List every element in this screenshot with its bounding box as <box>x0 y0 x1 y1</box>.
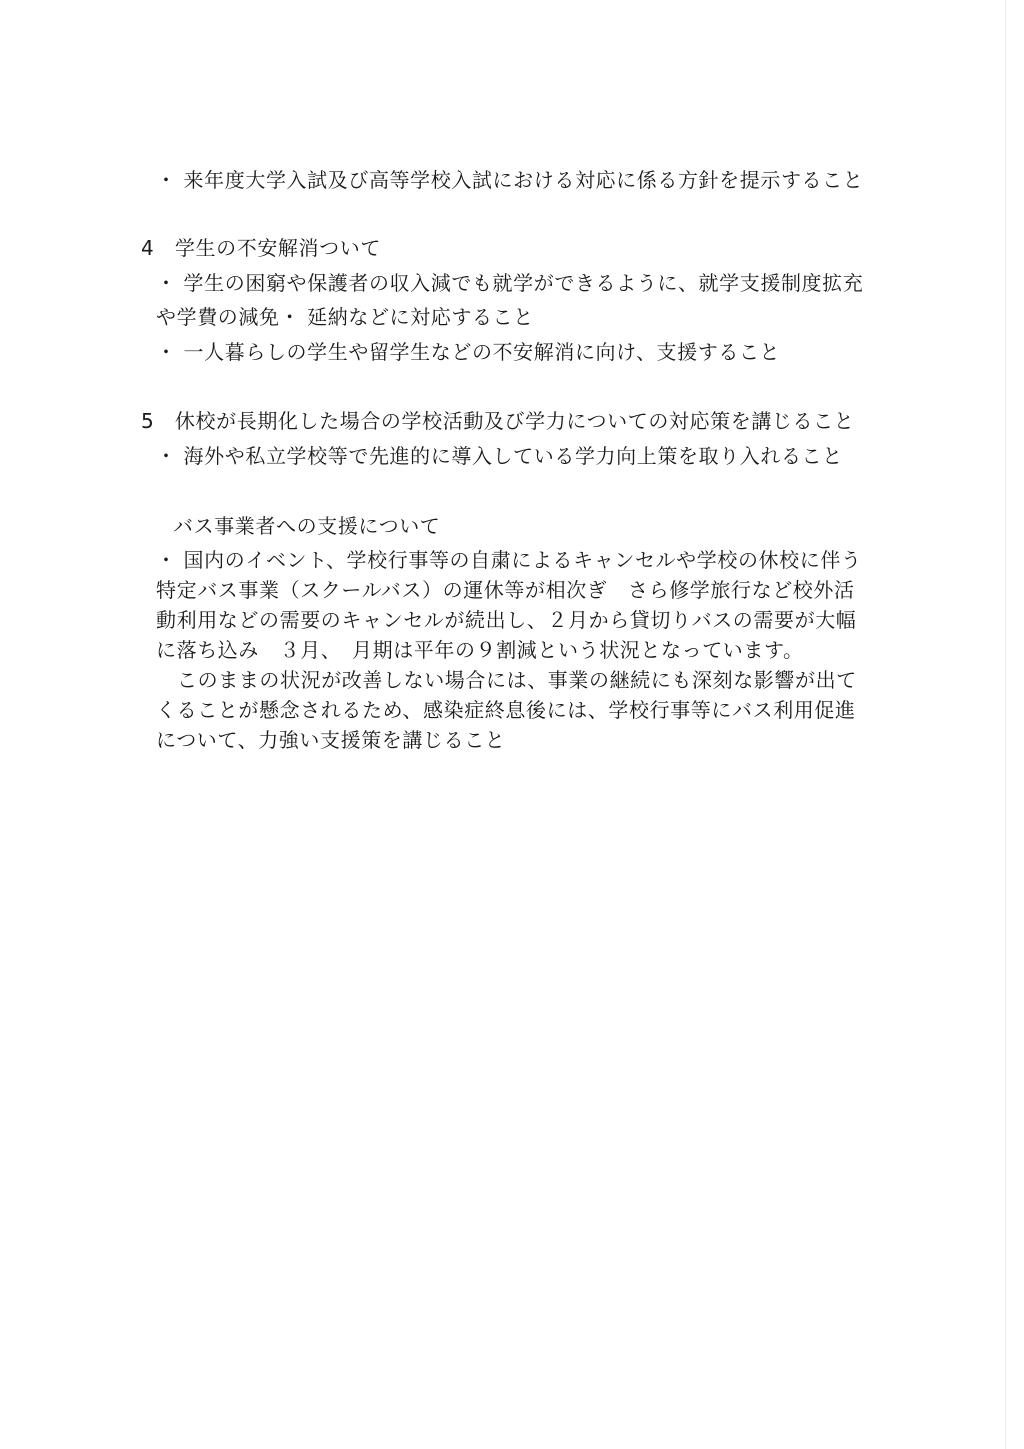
scan-edge-line <box>1005 0 1006 1449</box>
bullet-entrance-exam-policy: ・ 来年度大学入試及び高等学校入試における対応に係る方針を提示すること <box>156 168 864 192</box>
bullet-student-support-line2: や学費の減免・ 延納などに対応すること <box>156 305 534 329</box>
bus-paragraph2-line2: くることが懸念されるため、感染症終息後には、学校行事等にバス利用促進 <box>156 698 856 722</box>
bus-paragraph-line2: 特定バス事業（スクールバス）の運休等が相次ぎ さら修学旅行など校外活 <box>156 578 855 602</box>
bus-paragraph2-line1: このままの状況が改善しない場合には、事業の継続にも深刻な影響が出て <box>177 668 857 692</box>
bullet-academic-improvement: ・ 海外や私立学校等で先進的に導入している学力向上策を取り入れること <box>156 444 843 468</box>
bus-support-heading: バス事業者への支援について <box>173 514 441 538</box>
section-5-heading: 5 休校が長期化した場合の学校活動及び学力についての対応策を講じること <box>141 409 855 433</box>
bus-paragraph-line4: に落ち込み ３月、 月期は平年の９割減という状況となっています。 <box>156 638 804 662</box>
section-4-heading: 4 学生の不安解消ついて <box>141 236 381 260</box>
bus-paragraph-line1: ・ 国内のイベント、学校行事等の自粛によるキャンセルや学校の休校に伴う <box>156 548 862 572</box>
bullet-living-alone-support: ・ 一人暮らしの学生や留学生などの不安解消に向け、支援すること <box>156 340 781 364</box>
bus-paragraph-line3: 動利用などの需要のキャンセルが続出し、２月から貸切りバスの需要が大幅 <box>156 608 857 632</box>
bullet-student-support-line1: ・ 学生の困窮や保護者の収入減でも就学ができるように、就学支援制度拡充 <box>156 271 864 295</box>
bus-paragraph2-line3: について、力強い支援策を講じること <box>156 728 506 752</box>
